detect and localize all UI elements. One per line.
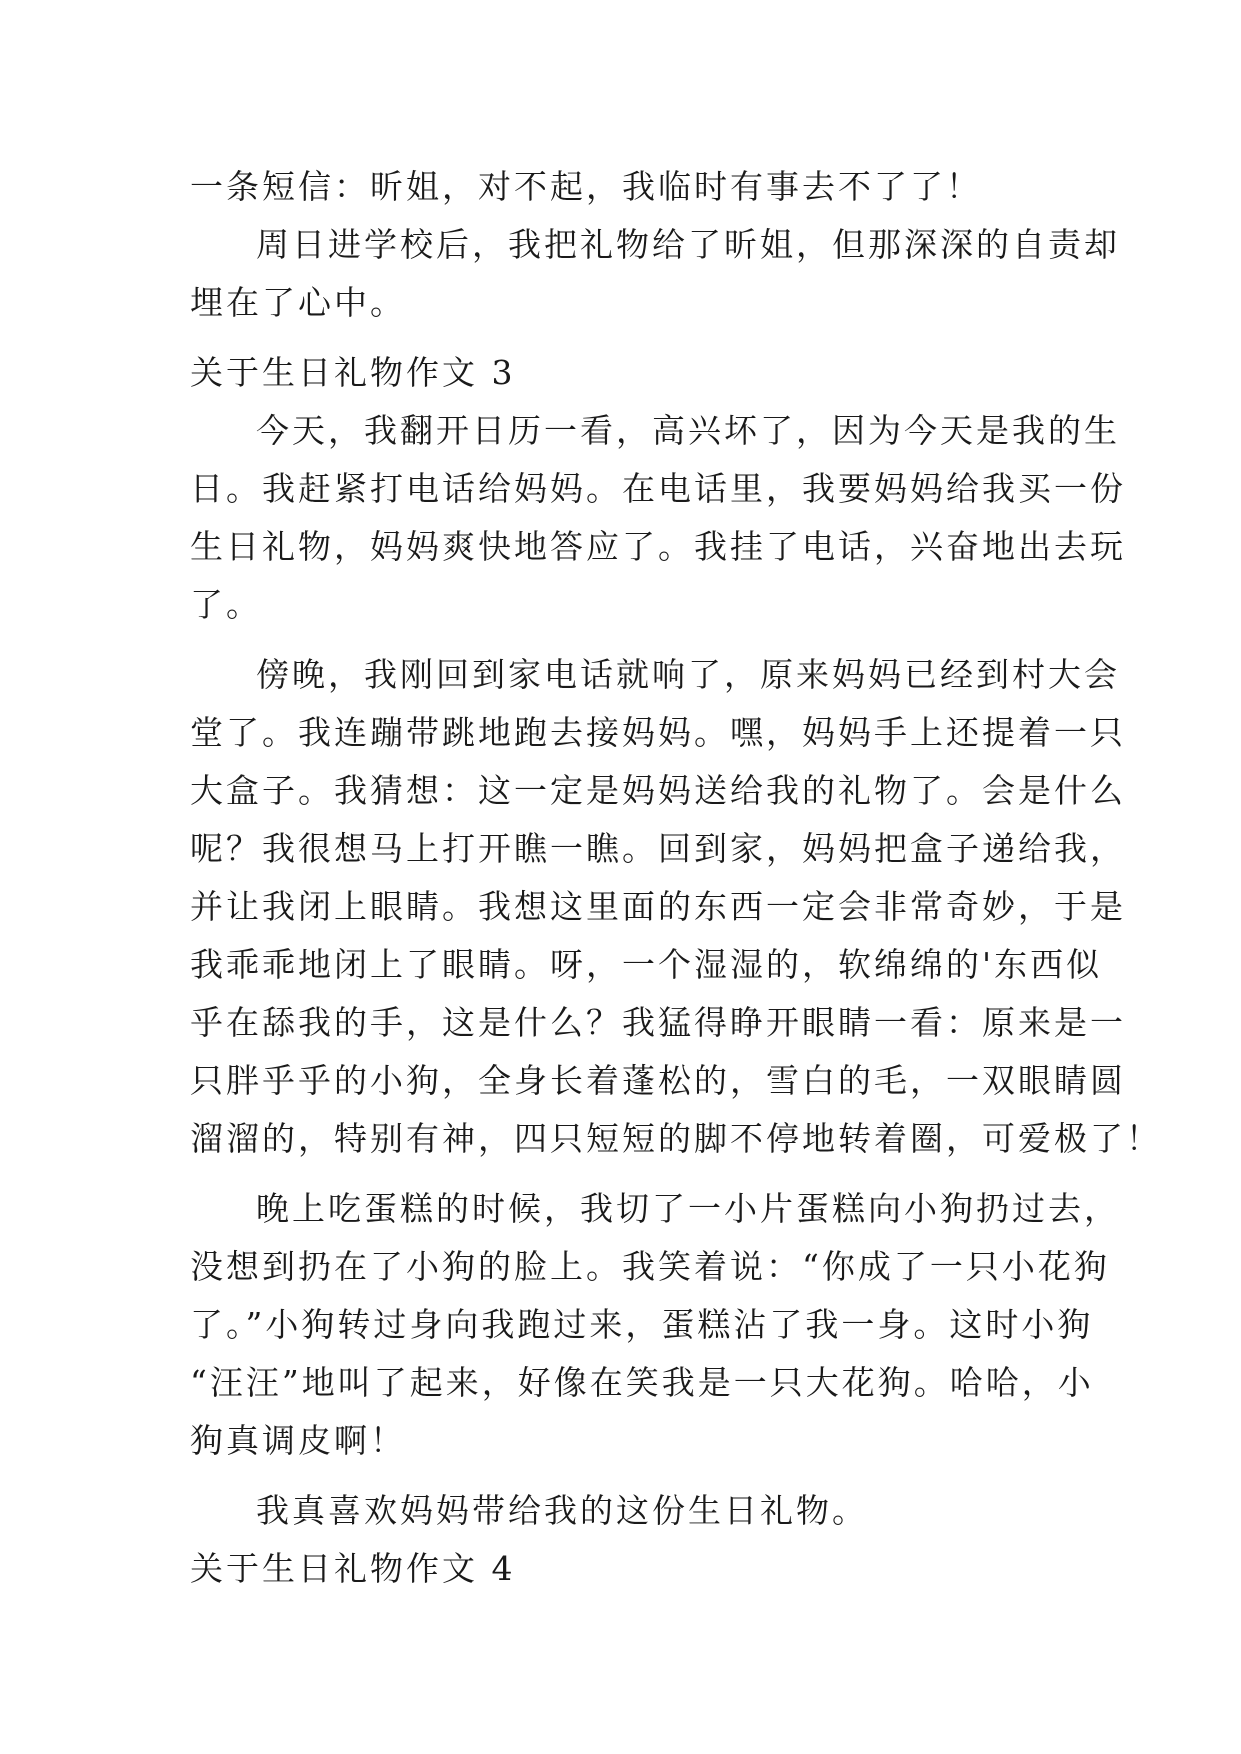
paragraph (190, 158, 1060, 216)
paragraph-line: 只胖乎乎的小狗，全身长着蓬松的，雪白的毛，一双眼睛圆 (190, 1061, 1126, 1100)
paragraph-line: 傍晚，我刚回到家电话就响了，原来妈妈已经到村大会 (256, 655, 1120, 694)
paragraph-gap (190, 1470, 1060, 1482)
paragraph (190, 216, 1120, 332)
paragraph-line: 乎在舔我的手，这是什么？我猛得睁开眼睛一看：原来是一 (190, 1003, 1126, 1042)
paragraph-line: 埋在了心中。 (190, 283, 406, 322)
paragraph-line: 我乖乖地闭上了眼睛。呀，一个湿湿的，软绵绵的'东西似 (190, 945, 1103, 984)
paragraph-line: 没想到扔在了小狗的脸上。我笑着说：“你成了一只小花狗 (190, 1247, 1110, 1286)
paragraph-line: 大盒子。我猜想：这一定是妈妈送给我的礼物了。会是什么 (190, 771, 1126, 810)
document-body (190, 158, 1162, 1598)
paragraph-line: 一条短信：昕姐，对不起，我临时有事去不了了！ (190, 167, 982, 206)
paragraph-line: 并让我闭上眼睛。我想这里面的东西一定会非常奇妙，于是 (190, 887, 1126, 926)
paragraph (190, 1180, 1120, 1470)
paragraph-line: 堂了。我连蹦带跳地跑去接妈妈。嘿，妈妈手上还提着一只 (190, 713, 1126, 752)
paragraph (190, 402, 1126, 634)
paragraph-line: 呢？我很想马上打开瞧一瞧。回到家，妈妈把盒子递给我， (190, 829, 1126, 868)
paragraph-line: 生日礼物，妈妈爽快地答应了。我挂了电话，兴奋地出去玩 (190, 527, 1126, 566)
section-heading (190, 1540, 1060, 1598)
paragraph-gap (190, 332, 1060, 344)
paragraph-line: 我真喜欢妈妈带给我的这份生日礼物。 (256, 1491, 868, 1530)
paragraph-line: 狗真调皮啊！ (190, 1421, 406, 1460)
paragraph (190, 646, 1162, 1168)
paragraph-gap (190, 1168, 1060, 1180)
paragraph-line: 了。”小狗转过身向我跑过来，蛋糕沾了我一身。这时小狗 (190, 1305, 1094, 1344)
paragraph (190, 1482, 1060, 1540)
paragraph-line: 周日进学校后，我把礼物给了昕姐，但那深深的自责却 (256, 225, 1120, 264)
paragraph-line: “汪汪”地叫了起来，好像在笑我是一只大花狗。哈哈，小 (190, 1363, 1094, 1402)
heading-text: 关于生日礼物作文 4 (190, 1549, 516, 1588)
paragraph-line: 今天，我翻开日历一看，高兴坏了，因为今天是我的生 (256, 411, 1120, 450)
paragraph-line: 了。 (190, 585, 262, 624)
paragraph-line: 溜溜的，特别有神，四只短短的脚不停地转着圈，可爱极了！ (190, 1119, 1162, 1158)
paragraph-line: 日。我赶紧打电话给妈妈。在电话里，我要妈妈给我买一份 (190, 469, 1126, 508)
paragraph-gap (190, 634, 1060, 646)
paragraph-line: 晚上吃蛋糕的时候，我切了一小片蛋糕向小狗扔过去， (256, 1189, 1120, 1228)
section-heading (190, 344, 1060, 402)
heading-text: 关于生日礼物作文 3 (190, 353, 516, 392)
